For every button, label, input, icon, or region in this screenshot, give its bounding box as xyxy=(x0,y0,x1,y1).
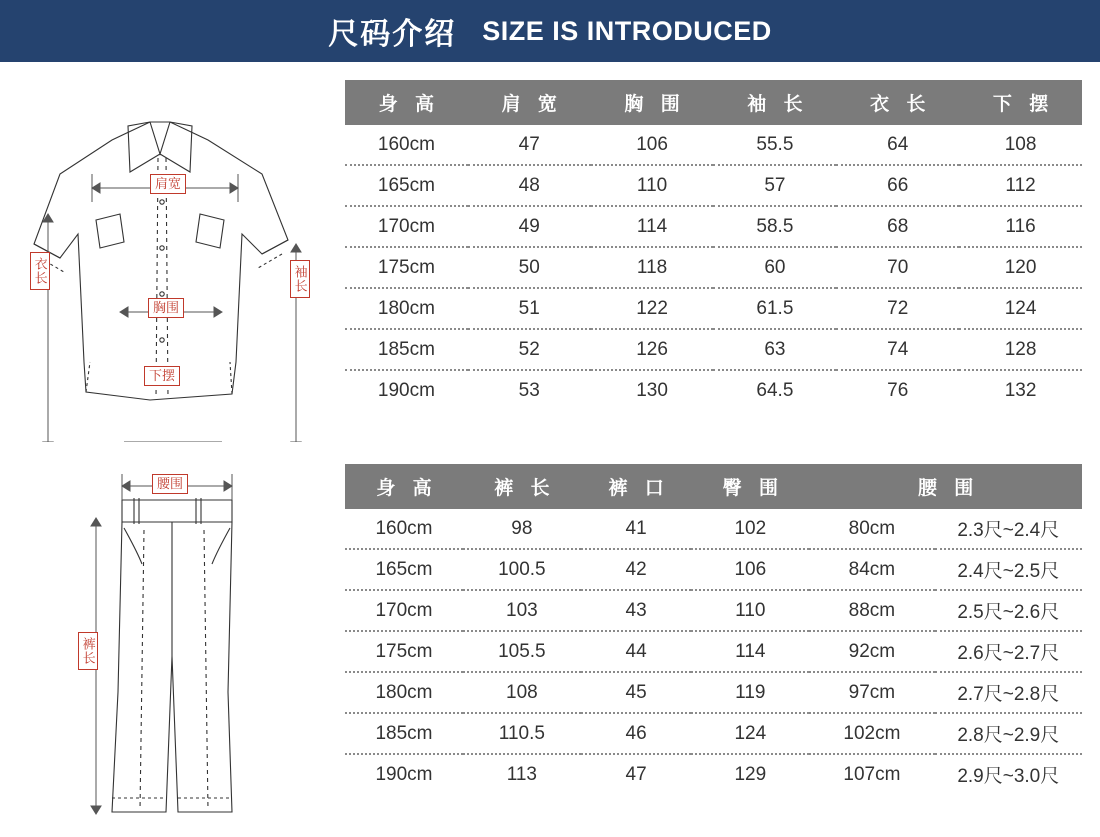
cell: 130 xyxy=(636,379,668,401)
jacket-section xyxy=(0,62,1100,442)
cell: 50 xyxy=(468,247,591,288)
cell: 48 xyxy=(468,165,591,206)
cell: 74 xyxy=(836,329,959,370)
cell: 66 xyxy=(836,165,959,206)
cell: 2.4尺~2.5尺 xyxy=(935,549,1082,590)
cell: 61.5 xyxy=(713,288,836,329)
cell: 106 xyxy=(691,549,809,590)
cell: 185cm xyxy=(345,329,468,370)
cell: 64.5 xyxy=(756,379,794,401)
cell: 2.9尺~3.0尺 xyxy=(957,766,1060,787)
cell: 112 xyxy=(959,165,1082,206)
cell: 110.5 xyxy=(463,713,581,754)
column-header: 肩 宽 xyxy=(468,80,591,125)
cell: 43 xyxy=(581,590,692,631)
cell: 41 xyxy=(581,509,692,549)
table-row xyxy=(345,509,1082,549)
cell: 76 xyxy=(887,379,909,401)
cell: 72 xyxy=(836,288,959,329)
cell: 124 xyxy=(691,713,809,754)
column-header: 裤 长 xyxy=(463,464,581,509)
cell: 60 xyxy=(713,247,836,288)
table-row xyxy=(345,549,1082,590)
cell: 190cm xyxy=(375,763,433,785)
jacket-figure xyxy=(0,62,345,442)
cell: 80cm xyxy=(809,509,934,549)
table-row xyxy=(345,713,1082,754)
cell: 2.6尺~2.7尺 xyxy=(935,631,1082,672)
cell: 107cm xyxy=(843,763,901,785)
table-header-row xyxy=(345,464,1082,509)
cell: 100.5 xyxy=(463,549,581,590)
table-row xyxy=(345,247,1082,288)
cell: 180cm xyxy=(345,672,463,713)
cell: 175cm xyxy=(345,631,463,672)
cell: 126 xyxy=(591,329,714,370)
cell: 44 xyxy=(581,631,692,672)
jacket-label-sleeve: 袖长 xyxy=(290,260,310,298)
cell: 88cm xyxy=(809,590,934,631)
cell: 120 xyxy=(959,247,1082,288)
cell: 105.5 xyxy=(463,631,581,672)
column-header: 身 高 xyxy=(345,80,468,125)
cell: 160cm xyxy=(345,125,468,165)
cell: 108 xyxy=(463,672,581,713)
jacket-label-shoulder: 肩宽 xyxy=(150,174,186,194)
column-header: 裤 口 xyxy=(581,464,692,509)
cell: 47 xyxy=(625,763,647,785)
cell: 129 xyxy=(734,763,767,785)
cell: 55.5 xyxy=(713,125,836,165)
cell: 106 xyxy=(591,125,714,165)
column-header: 下 摆 xyxy=(959,80,1082,125)
cell: 113 xyxy=(506,763,537,785)
cell: 92cm xyxy=(809,631,934,672)
table-row xyxy=(345,370,1082,410)
cell: 63 xyxy=(713,329,836,370)
cell: 190cm xyxy=(377,379,435,401)
cell: 57 xyxy=(713,165,836,206)
cell: 97cm xyxy=(809,672,934,713)
jacket-label-length: 衣长 xyxy=(30,252,50,290)
cell: 42 xyxy=(581,549,692,590)
page-title-cn: 尺码介绍 xyxy=(328,18,457,51)
column-header: 袖 长 xyxy=(713,80,836,125)
cell: 114 xyxy=(691,631,809,672)
column-header: 腰 围 xyxy=(809,464,1082,509)
cell: 124 xyxy=(959,288,1082,329)
cell: 102cm xyxy=(809,713,934,754)
cell: 122 xyxy=(591,288,714,329)
cell: 102 xyxy=(691,509,809,549)
table-row xyxy=(345,165,1082,206)
cell: 45 xyxy=(581,672,692,713)
table-row xyxy=(345,206,1082,247)
cell: 119 xyxy=(691,672,809,713)
cell: 2.3尺~2.4尺 xyxy=(935,509,1082,549)
cell: 68 xyxy=(836,206,959,247)
column-header: 身 高 xyxy=(345,464,463,509)
pants-table-wrap xyxy=(345,442,1100,794)
cell: 52 xyxy=(468,329,591,370)
cell: 64 xyxy=(836,125,959,165)
pants-size-table xyxy=(345,464,1082,794)
cell: 70 xyxy=(836,247,959,288)
cell: 2.8尺~2.9尺 xyxy=(935,713,1082,754)
cell: 2.5尺~2.6尺 xyxy=(935,590,1082,631)
pants-section xyxy=(0,442,1100,837)
page-header xyxy=(0,0,1100,62)
cell: 110 xyxy=(691,590,809,631)
cell: 118 xyxy=(591,247,714,288)
cell: 47 xyxy=(468,125,591,165)
cell: 98 xyxy=(463,509,581,549)
cell: 165cm xyxy=(345,165,468,206)
column-header: 臀 围 xyxy=(691,464,809,509)
cell: 51 xyxy=(468,288,591,329)
cell: 170cm xyxy=(345,590,463,631)
cell: 165cm xyxy=(345,549,463,590)
cell: 103 xyxy=(463,590,581,631)
cell: 84cm xyxy=(809,549,934,590)
pants-label-waist: 腰围 xyxy=(152,474,188,494)
cell: 180cm xyxy=(345,288,468,329)
jacket-label-hem: 下摆 xyxy=(144,366,180,386)
table-row xyxy=(345,288,1082,329)
cell: 58.5 xyxy=(713,206,836,247)
cell: 185cm xyxy=(345,713,463,754)
cell: 108 xyxy=(959,125,1082,165)
jacket-table-wrap xyxy=(345,62,1100,410)
table-row xyxy=(345,672,1082,713)
cell: 46 xyxy=(581,713,692,754)
page-title-en: SIZE IS INTRODUCED xyxy=(482,15,772,46)
cell: 2.7尺~2.8尺 xyxy=(935,672,1082,713)
pants-label-length: 裤长 xyxy=(78,632,98,670)
table-row xyxy=(345,631,1082,672)
cell: 116 xyxy=(959,206,1082,247)
cell: 110 xyxy=(591,165,714,206)
jacket-size-table xyxy=(345,80,1082,410)
cell: 53 xyxy=(518,379,540,401)
column-header: 衣 长 xyxy=(836,80,959,125)
cell: 49 xyxy=(468,206,591,247)
cell: 132 xyxy=(1004,379,1037,401)
cell: 175cm xyxy=(345,247,468,288)
table-row xyxy=(345,754,1082,794)
jacket-label-chest: 胸围 xyxy=(148,298,184,318)
cell: 128 xyxy=(959,329,1082,370)
cell: 160cm xyxy=(345,509,463,549)
table-header-row xyxy=(345,80,1082,125)
pants-figure xyxy=(0,442,345,837)
cell: 114 xyxy=(591,206,714,247)
table-row xyxy=(345,125,1082,165)
table-row xyxy=(345,590,1082,631)
cell: 170cm xyxy=(345,206,468,247)
table-row xyxy=(345,329,1082,370)
column-header: 胸 围 xyxy=(591,80,714,125)
